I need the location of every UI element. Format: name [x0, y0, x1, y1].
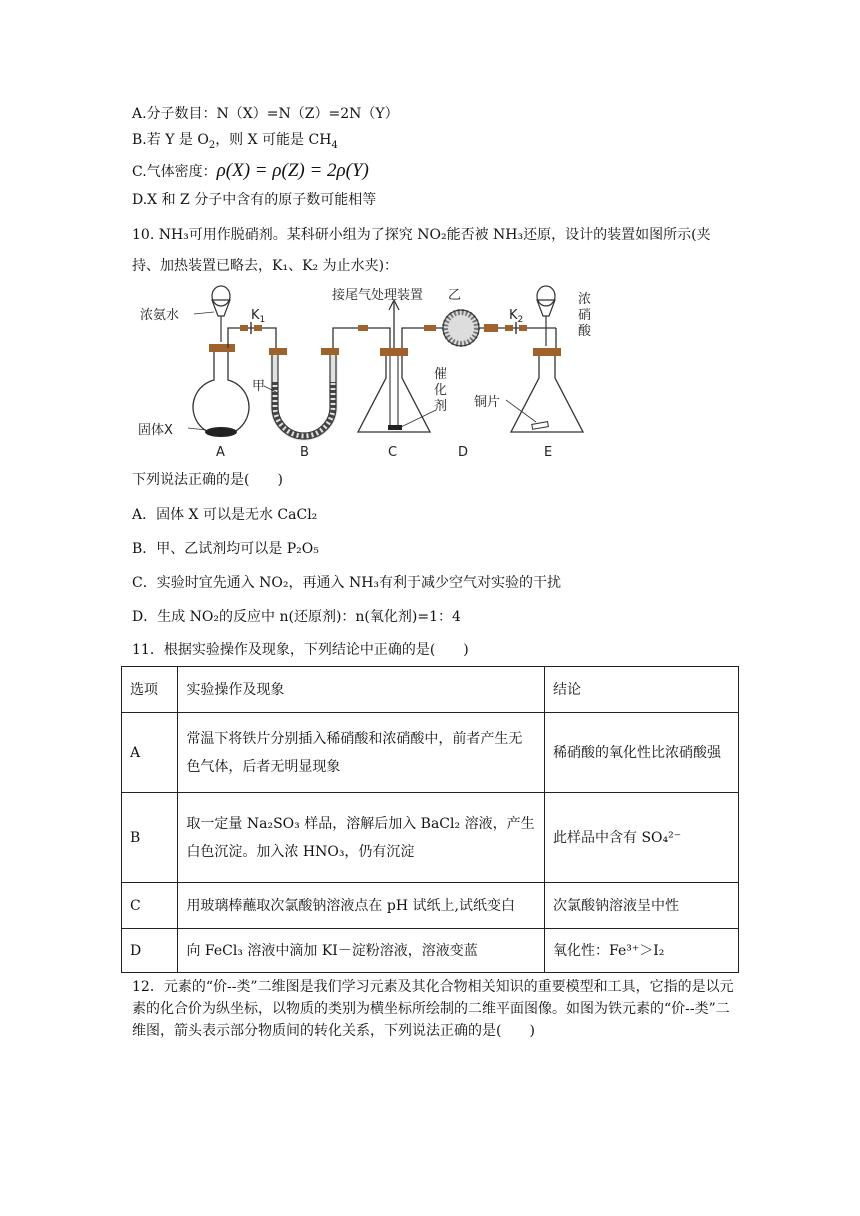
- leader-copper: [506, 400, 536, 422]
- q10-stem-line1: 10. NH₃可用作脱硝剂。某科研小组为了探究 NO₂能否被 NH₃还原，设计的装置如图所示(夹: [132, 227, 711, 243]
- label-tail-gas: 接尾气处理装置: [332, 288, 424, 303]
- apparatus-diagram: [136, 282, 606, 462]
- label-conc-ammonia: 浓氨水: [140, 308, 180, 323]
- label-catalyst-3: 剂: [434, 399, 448, 414]
- label-jia: 甲: [252, 379, 266, 394]
- q10-question: 下列说法正确的是( ): [132, 472, 283, 488]
- row-option: B: [122, 793, 178, 883]
- apparatus-c: [358, 300, 446, 432]
- q12-stem: 12．元素的“价--类”二维图是我们学习元素及其化合物相关知识的重要模型和工具，它指的是以元素的化合价为纵坐标，以物质的类别为横坐标所绘制的二维平面图像。如图为铁元素的“价--类”二维图，箭头表示部分物质间的转化关系，下列说法正确的是( ): [132, 979, 734, 1039]
- row-conclusion: 稀硝酸的氧化性比浓硝酸强: [545, 713, 739, 793]
- label-letter-a: A: [216, 445, 225, 460]
- row-conclusion: 次氯酸钠溶液呈中性: [545, 883, 739, 929]
- q9-option-b-mid: ，则 X 可能是 CH: [215, 132, 332, 148]
- label-letter-d: D: [458, 445, 469, 460]
- apparatus-d: [424, 310, 556, 346]
- header-operation: 实验操作及现象: [178, 667, 545, 713]
- q10-option-c: C．实验时宜先通入 NO₂，再通入 NH₃有利于减少空气对实验的干扰: [132, 575, 562, 591]
- q11-stem: 11．根据实验操作及现象，下列结论中正确的是( ): [132, 642, 469, 658]
- label-nitric-2: 硝: [578, 308, 592, 323]
- label-letter-c: C: [388, 445, 398, 460]
- row-operation: 用玻璃棒蘸取次氯酸钠溶液点在 pH 试纸上,试纸变白: [178, 883, 545, 929]
- header-conclusion: 结论: [545, 667, 739, 713]
- connector-bc: [358, 325, 368, 331]
- table-row: [122, 713, 739, 793]
- row-conclusion: 氧化性：Fe³⁺＞I₂: [545, 929, 739, 973]
- header-option: 选项: [122, 667, 178, 713]
- q10-option-d: D．生成 NO₂的反应中 n(还原剂)：n(氧化剂)=1：4: [132, 609, 461, 625]
- label-yi: 乙: [448, 288, 462, 303]
- apparatus-e: [511, 286, 583, 432]
- apparatus-a: [193, 286, 276, 437]
- q9-option-c: [132, 158, 369, 185]
- table-header-row: [122, 667, 739, 713]
- label-k1: $K_1$: [251, 308, 266, 325]
- label-solid-x: 固体X: [138, 423, 173, 438]
- q10-stem-line2: 持、加热装置已略去，K₁、K₂ 为止水夹)：: [132, 258, 399, 274]
- label-copper: 铜片: [474, 395, 501, 410]
- label-nitric-3: 酸: [578, 324, 592, 339]
- row-conclusion: 此样品中含有 SO₄²⁻: [545, 793, 739, 883]
- row-option: A: [122, 713, 178, 793]
- q10-option-a: A．固体 X 可以是无水 CaCl₂: [132, 507, 318, 523]
- q11-table: [121, 666, 739, 973]
- row-operation: 取一定量 Na₂SO₃ 样品，溶解后加入 BaCl₂ 溶液，产生白色沉淀。加入浓 HNO₃，仍有沉淀: [178, 793, 545, 883]
- row-operation: 向 FeCl₃ 溶液中滴加 KI－淀粉溶液，溶液变蓝: [178, 929, 545, 973]
- table-row: [122, 929, 739, 973]
- q9-option-a: A.分子数目：N（X）=N（Z）=2N（Y）: [132, 106, 399, 122]
- row-option: C: [122, 883, 178, 929]
- table-row: [122, 883, 739, 929]
- label-nitric-1: 浓: [578, 292, 592, 307]
- q9-option-b-prefix: B.若 Y 是 O: [132, 132, 209, 148]
- q9-density-formula: ρ(X) = ρ(Z) = 2ρ(Y): [216, 160, 369, 181]
- label-letter-e: E: [544, 445, 553, 460]
- q10-option-b: B．甲、乙试剂均可以是 P₂O₅: [132, 541, 319, 557]
- row-option: D: [122, 929, 178, 973]
- row-operation: 常温下将铁片分别插入稀硝酸和浓硝酸中，前者产生无色气体，后者无明显现象: [178, 713, 545, 793]
- clamp-k2: [505, 322, 527, 334]
- label-k2: $K_2$: [509, 308, 524, 325]
- table-row: [122, 793, 739, 883]
- label-catalyst-1: 催: [434, 367, 448, 382]
- label-catalyst-2: 化: [434, 383, 448, 398]
- leader-ammonia: [194, 312, 214, 314]
- q9-option-d: D.X 和 Z 分子中含有的原子数可能相等: [132, 192, 377, 208]
- label-letter-b: B: [300, 445, 309, 460]
- q9-option-b: B.若 Y 是 $O_2$，则 X 可能是 $CH_4$: [132, 132, 338, 151]
- q9-option-c-prefix: C.气体密度：: [132, 164, 217, 180]
- apparatus-b: [269, 328, 390, 439]
- leader-catalyst: [401, 410, 436, 427]
